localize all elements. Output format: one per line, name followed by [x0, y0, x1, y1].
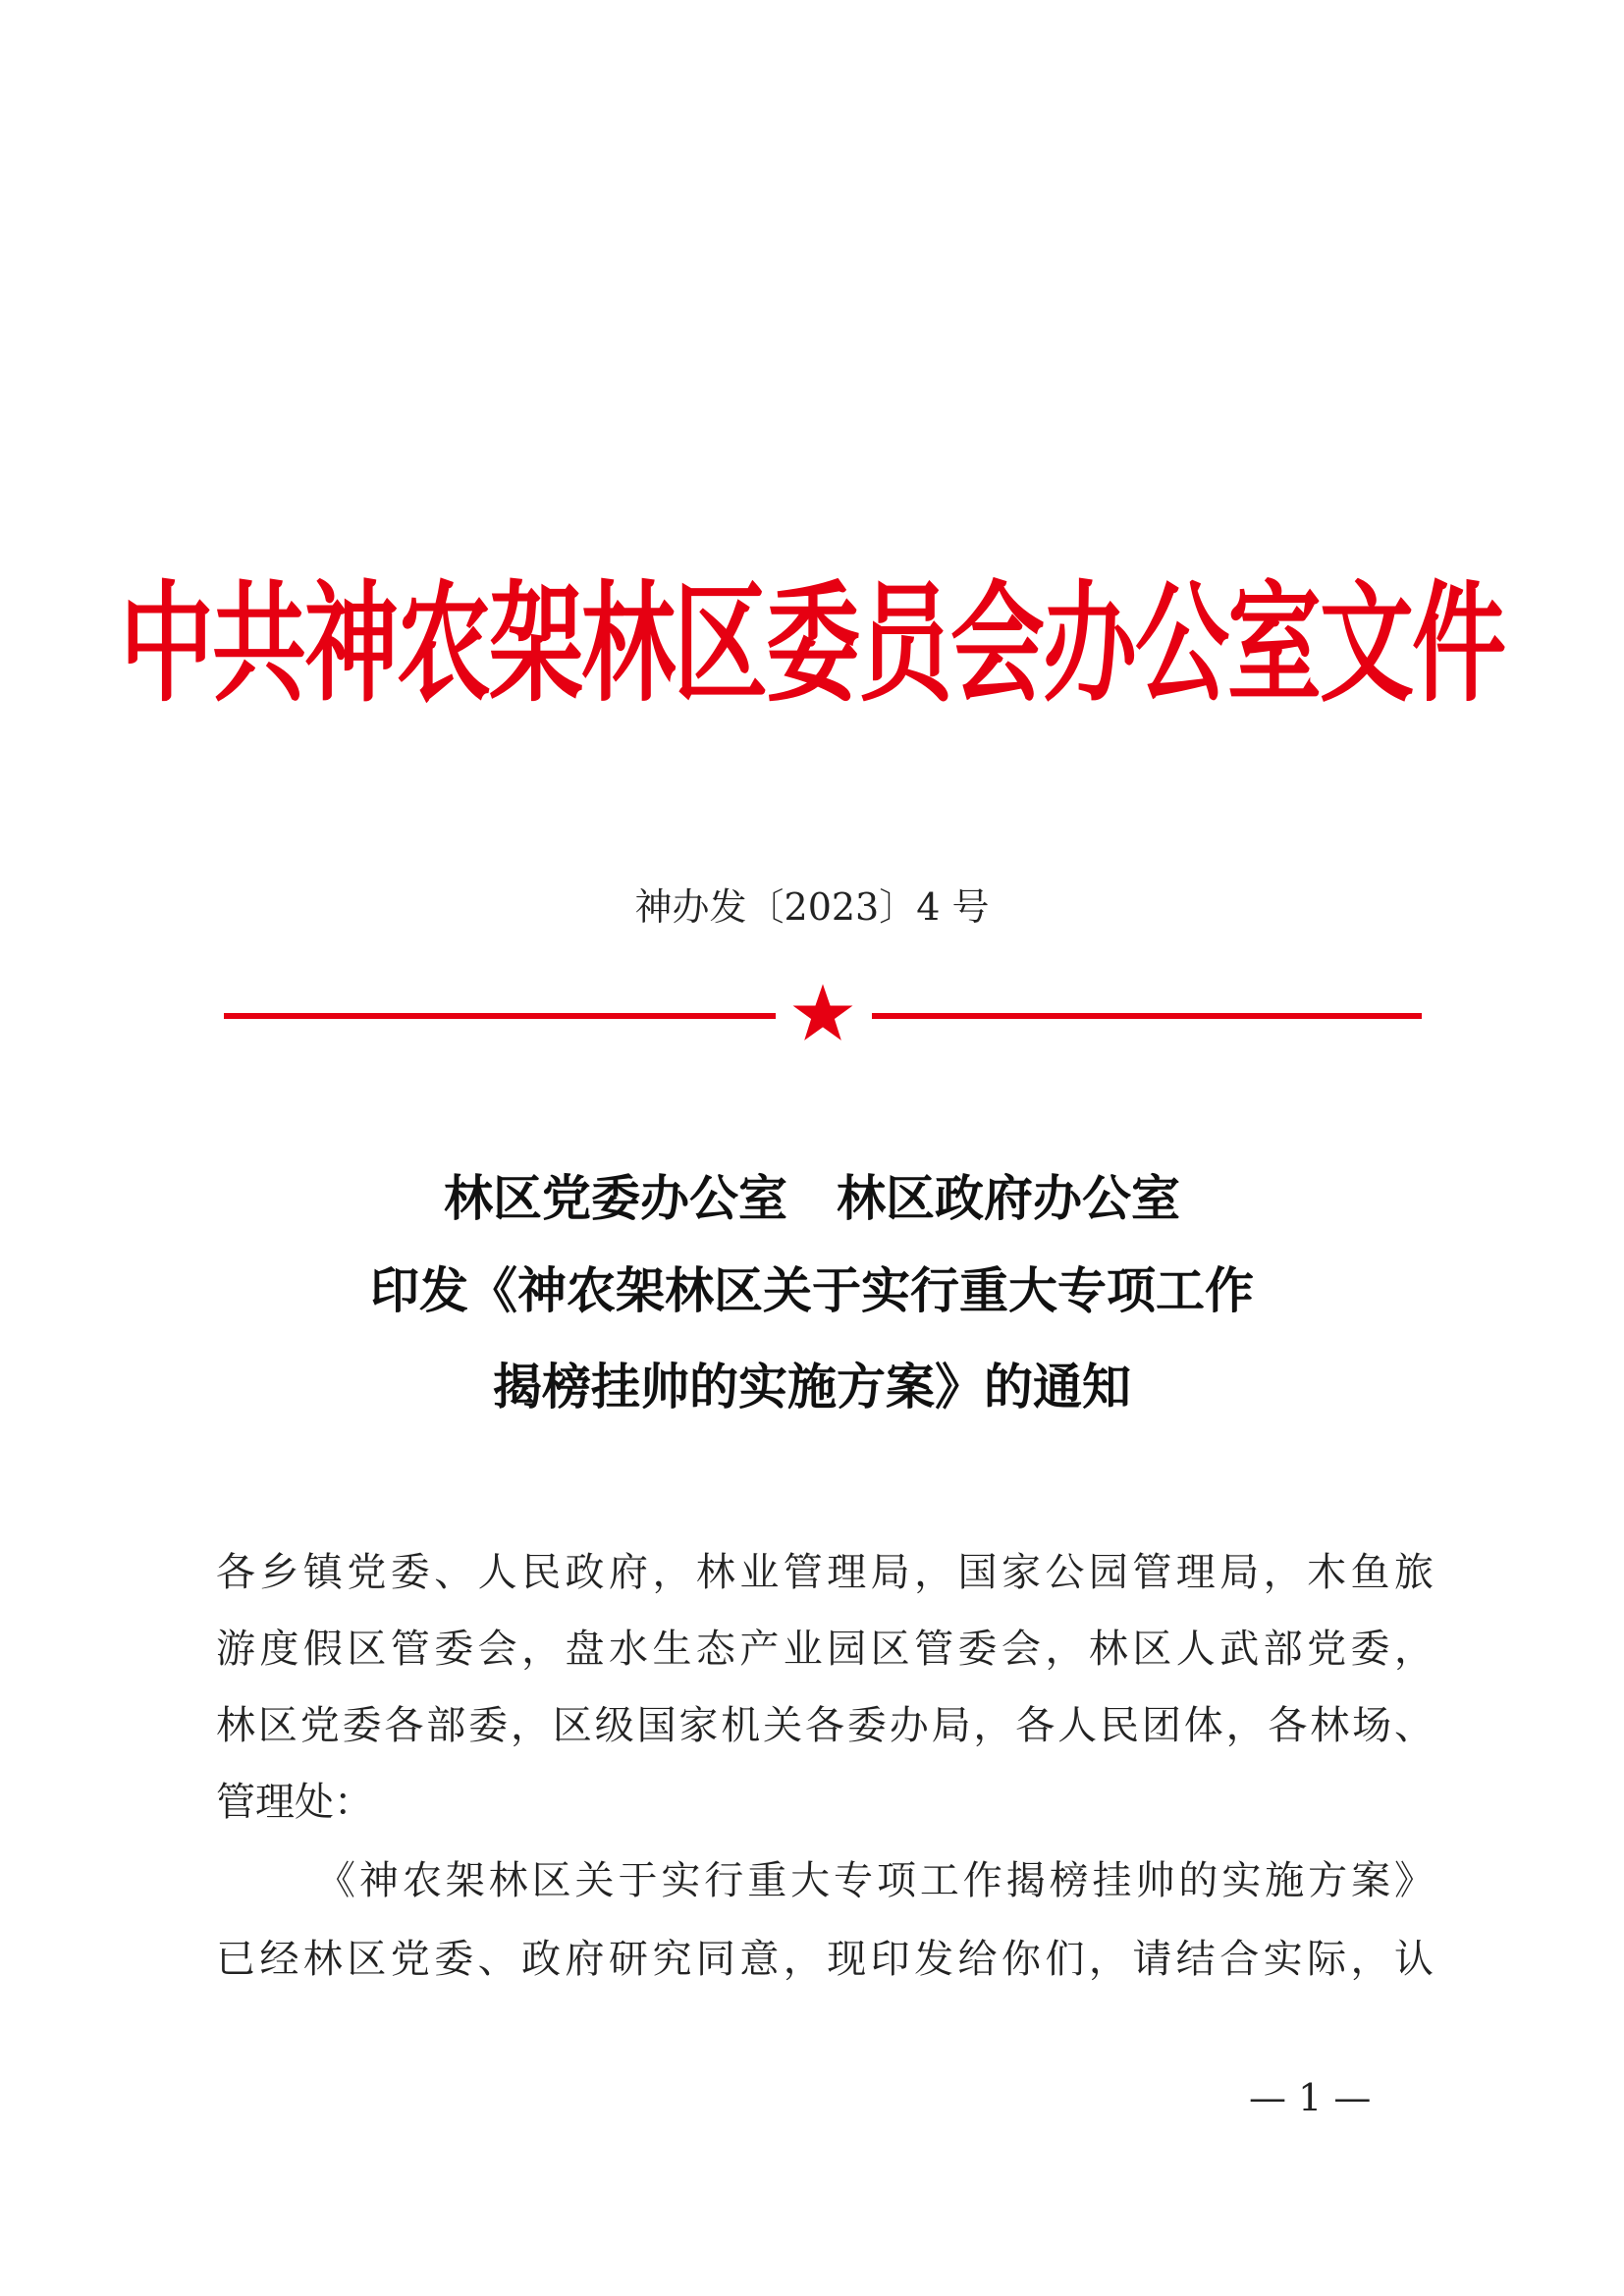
body-line-paragraph-2: 已经林区党委、政府研究同意，现印发给你们，请结合实际，认	[216, 1937, 1434, 1982]
document-number: 神办发〔2023〕4 号	[634, 885, 990, 929]
document-title-line-2: 印发《神农架林区关于实行重大专项工作	[370, 1261, 1254, 1319]
red-star-icon	[791, 982, 854, 1044]
separator-line-right	[872, 1013, 1422, 1019]
document-masthead: 中共神农架林区委员会办公室文件	[120, 567, 1504, 721]
document-title-line-3: 揭榜挂帅的实施方案》的通知	[493, 1358, 1131, 1415]
document-title-line-1: 林区党委办公室 林区政府办公室	[444, 1169, 1180, 1227]
body-line-recipients-2: 游度假区管委会，盘水生态产业园区管委会，林区人武部党委，	[216, 1627, 1434, 1672]
body-line-recipients-3: 林区党委各部委，区级国家机关各委办局，各人民团体，各林场、	[216, 1703, 1434, 1748]
separator-line-left	[224, 1013, 776, 1019]
page-number: — 1 —	[1249, 2076, 1372, 2119]
body-line-recipients-1: 各乡镇党委、人民政府，林业管理局，国家公园管理局，木鱼旅	[216, 1550, 1434, 1595]
body-line-recipients-4: 管理处：	[216, 1780, 373, 1825]
red-separator	[224, 989, 1422, 1048]
body-line-paragraph-1: 《神农架林区关于实行重大专项工作揭榜挂帅的实施方案》	[316, 1858, 1434, 1903]
